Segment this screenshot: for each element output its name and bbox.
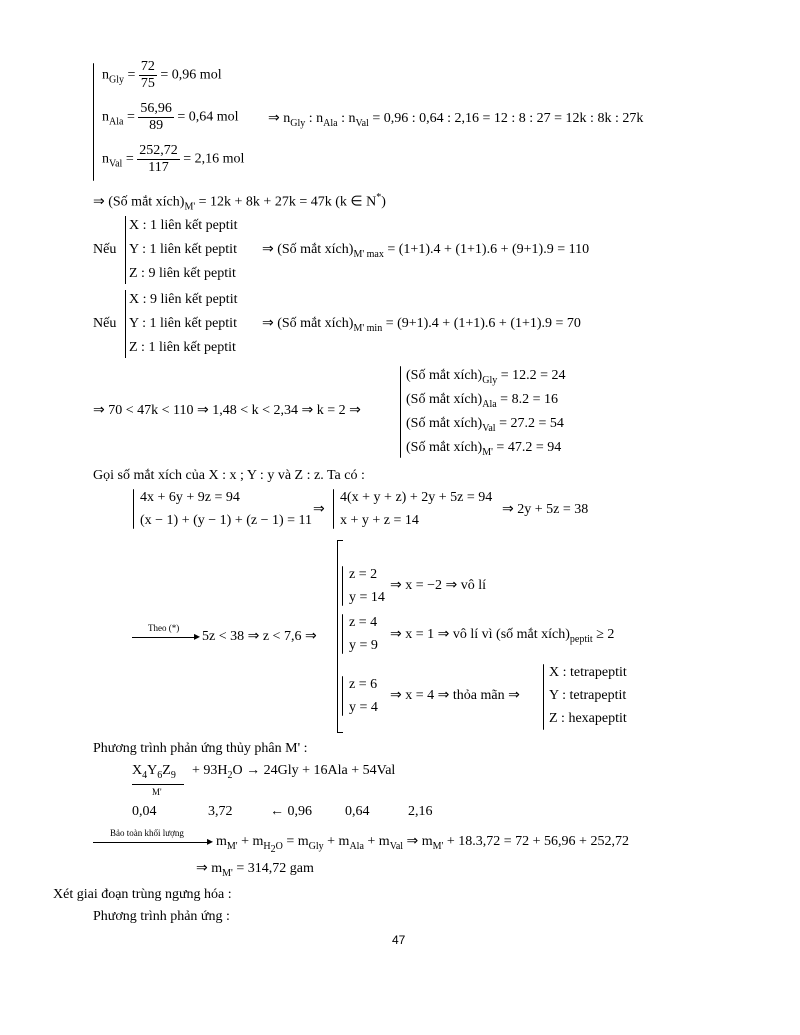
sys2-eq1: 4(x + y + z) + 2y + 5z = 94 <box>340 490 493 505</box>
sys1-eq2: (x − 1) + (y − 1) + (z − 1) = 11 <box>140 513 313 528</box>
n-val-line: $n_{Val}$ = $\frac{252,72}{117}$ = 2,16 mol <box>102 143 245 175</box>
theo-arrow-label: Theo (*) <box>148 623 180 633</box>
neu1-result: ⇒ (Số mắt $xích)_{M' max} = (1+1).4 + (1+1).6 + (9+1).9 = 110$ <box>262 242 590 260</box>
neu2-x: X : 9 liên kết peptit <box>129 292 238 307</box>
c3-item-z: Z : hexapeptit <box>549 711 627 726</box>
pt-title: Phương trình phản ứng thủy phân M' : <box>93 741 308 756</box>
theo-lhs: 5z < 38 ⇒ z < 7,6 ⇒ <box>202 629 317 644</box>
goi-line: Gọi số mắt xích của X : x ; Y : y và Z : z. Ta có : <box>93 468 365 483</box>
c3-b: y = 4 <box>349 700 378 715</box>
mole-5: 2,16 <box>408 804 433 819</box>
neu2-y: Y : 1 liên kết peptit <box>129 316 237 331</box>
mole-1: 0,04 <box>132 804 157 819</box>
k-lhs: ⇒ 70 < 47k < 110 ⇒ 1,48 < k < 2,34 ⇒ k = 2 ⇒ <box>93 403 361 418</box>
c1-b: y = 14 <box>349 590 385 605</box>
mole-2: 3,72 <box>208 804 233 819</box>
btkl-arrow-head: ▸ <box>207 834 214 848</box>
c3-item-y: Y : tetrapeptit <box>549 688 627 703</box>
brace-sys2 <box>333 489 334 529</box>
sys1-eq1: 4x + 6y + 9z = 94 <box>140 490 240 505</box>
bar-neu2 <box>125 290 126 358</box>
bar-theo-top <box>337 540 343 541</box>
neu1-label: Nếu <box>93 242 117 257</box>
c3-item-x: X : tetrapeptit <box>549 665 627 680</box>
mole-4: 0,64 <box>345 804 370 819</box>
btkl-arrow-line <box>93 842 211 843</box>
k-item-gly: (Số mắt $xích)_{Gly} = 12.2 = 24$ <box>406 368 566 386</box>
brace-c1 <box>342 566 343 606</box>
brace-c3-items <box>543 664 544 730</box>
underbrace-line <box>132 784 184 785</box>
c2-b: y = 9 <box>349 638 378 653</box>
k-item-m: (Số mắt $xích)_{M'} = 47.2 = 94$ <box>406 440 562 458</box>
reaction-under: M' <box>152 787 162 797</box>
neu1-x: X : 1 liên kết peptit <box>129 218 238 233</box>
c1-r: ⇒ x = −2 ⇒ vô lí <box>390 578 487 593</box>
n-ala-line: $n_{Ala}$ = $\frac{56,96}{89}$ = 0,64 mol <box>102 101 239 133</box>
sys2-eq2: x + y + z = 14 <box>340 513 419 528</box>
page-number: 47 <box>392 933 406 947</box>
btkl-arrow-label: Bảo toàn khối lượng <box>110 828 184 838</box>
sys-arrow: ⇒ <box>313 502 325 517</box>
mole-3: ← 0,96 <box>270 804 312 819</box>
k-item-ala: (Số mắt $xích)_{Ala} = 8.2 = 16$ <box>406 392 558 410</box>
btkl-res: ⇒ $m_{M'} = 314,72$ gam <box>196 861 314 879</box>
neu2-label: Nếu <box>93 316 117 331</box>
neu1-z: Z : 9 liên kết peptit <box>129 266 236 281</box>
reaction-lhs: $X_4Y_6Z_9$ <box>132 763 176 781</box>
theo-arrow-head: ▸ <box>194 629 201 643</box>
brace-moles <box>93 63 94 181</box>
c1-a: z = 2 <box>349 567 378 582</box>
bar-neu1 <box>125 216 126 284</box>
brace-k <box>400 366 401 458</box>
sys-result: ⇒ 2y + 5z = 38 <box>502 502 589 517</box>
c2-a: z = 4 <box>349 615 378 630</box>
brace-sys1 <box>133 489 134 529</box>
bar-theo-bottom <box>337 732 343 733</box>
c3-a: z = 6 <box>349 677 378 692</box>
neu1-y: Y : 1 liên kết peptit <box>129 242 237 257</box>
brace-c3 <box>342 676 343 716</box>
xet-line: Xét giai đoạn trùng ngưng hóa : <box>53 887 232 902</box>
bar-theo <box>337 540 338 732</box>
neu2-z: Z : 1 liên kết peptit <box>129 340 236 355</box>
neu2-result: ⇒ (Số mắt $xích)_{M' min} = (9+1).4 + (1+1).6 + (1+1).9 = 70$ <box>262 316 581 334</box>
pt2-line: Phương trình phản ứng : <box>93 909 230 924</box>
theo-arrow-line <box>132 637 198 638</box>
btkl-eq: $m_{M'} + m_{H_2O} = m_{Gly} + m_{Ala} + m_{Val}$ ⇒ $m_{M'} + 18.3,72 = 72 + 56,96 + 252,72$ <box>216 834 629 855</box>
brace-c2 <box>342 614 343 654</box>
k-item-val: (Số mắt $xích)_{Val} = 27.2 = 54$ <box>406 416 564 434</box>
reaction-rest: + $93H_2O \to 24Gly + 16Ala + 54Val$ <box>192 763 396 781</box>
n-gly-line: $n_{Gly}$ = $\frac{72}{75}$ = 0,96 mol <box>102 59 222 91</box>
ratio-line: ⇒ $n_{Gly}$ : $n_{Ala}$ : $n_{Val} = 0,96$ : 0,64 : 2,16 = 12 : 8 : 27 = 12k : 8k : 27k <box>268 111 644 129</box>
so-mat-xich-line: ⇒ (Số mắt $xích)_{M'} = 12k + 8k + 27k = 47k$ (k ∈ N*) <box>93 192 386 213</box>
c3-r: ⇒ x = 4 ⇒ thỏa mãn ⇒ <box>390 688 520 703</box>
c2-r: ⇒ x = 1 ⇒ vô lí vì (số mắt $xích)_{peptit} \ge 2$ <box>390 627 615 645</box>
